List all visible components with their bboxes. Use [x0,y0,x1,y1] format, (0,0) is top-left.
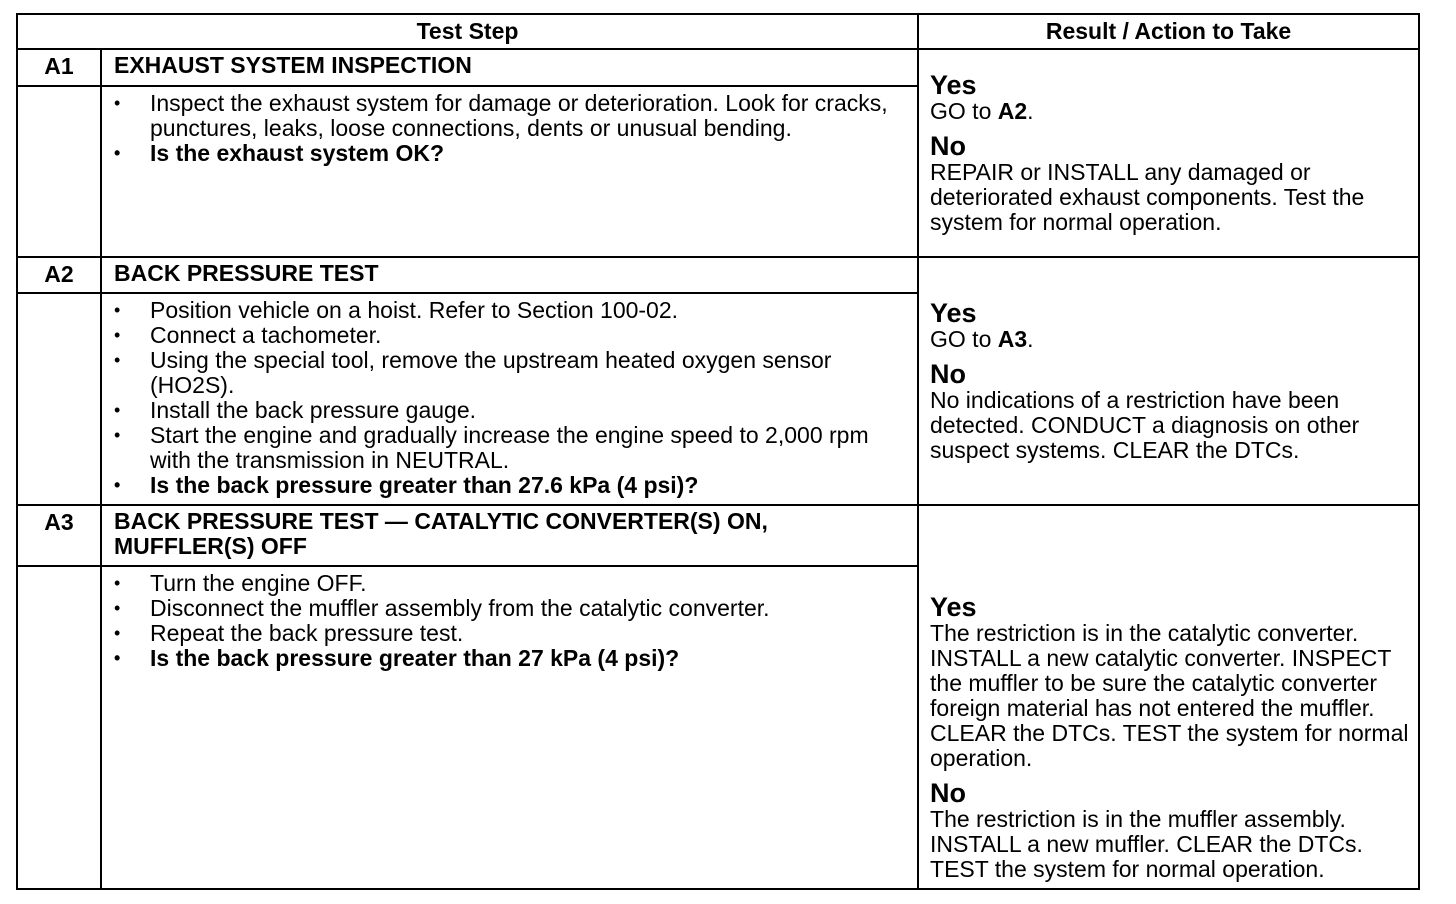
step-ref: A3 [997,326,1028,352]
yes-action: The restriction is in the catalytic converter. INSTALL a new catalytic converter. INSPECT the muffler to be sure the catalytic converter foreign material has not entered the muffler. CLEAR the DTCs. TEST the system for normal operation. [930,620,1409,771]
step-id: A1 [17,49,101,86]
table-header-row [17,14,1419,49]
step-id: A2 [17,257,101,293]
list-item: • Disconnect the muffler assembly from the catalytic converter. [114,596,905,621]
yes-action: GO to A2. [930,98,1034,124]
yes-label: Yes [930,298,977,328]
list-item: • Is the back pressure greater than 27 kPa (4 psi)? [114,646,905,671]
id-spacer [17,566,101,889]
step-a3-title-row [17,505,1419,566]
step-a1-result [918,49,1419,257]
no-label: No [930,778,967,808]
id-spacer [17,86,101,257]
header-result-action: Result / Action to Take [918,14,1419,49]
list-item: • Connect a tachometer. [114,323,905,348]
list-item: • Using the special tool, remove the upstream heated oxygen sensor (HO2S). [114,348,905,398]
list-item: • Is the back pressure greater than 27.6 kPa (4 psi)? [114,473,905,498]
list-item: • Inspect the exhaust system for damage or deterioration. Look for cracks, punctures, leaks, loose connections, dents or unusual bending. [114,91,905,141]
list-item: • Position vehicle on a hoist. Refer to Section 100-02. [114,298,905,323]
list-item: • Repeat the back pressure test. [114,621,905,646]
no-action: REPAIR or INSTALL any damaged or deteriorated exhaust components. Test the system for normal operation. [930,159,1365,235]
id-spacer [17,293,101,505]
yes-label: Yes [930,70,977,100]
step-ref: A2 [997,98,1028,124]
step-a3-instructions [101,566,918,889]
step-a2-instructions [101,293,918,505]
no-action: No indications of a restriction have been detected. CONDUCT a diagnosis on other suspect systems. CLEAR the DTCs. [930,387,1360,463]
step-a3-result [918,505,1419,889]
yes-action: GO to A3. [930,326,1034,352]
list-item: • Turn the engine OFF. [114,571,905,596]
step-a1-title-row [17,49,1419,86]
header-test-step: Test Step [17,14,918,49]
yes-label: Yes [930,592,977,622]
list-item: • Start the engine and gradually increase the engine speed to 2,000 rpm with the transmission in NEUTRAL. [114,423,905,473]
step-a1-instructions [101,86,918,257]
list-item: • Is the exhaust system OK? [114,141,905,166]
step-title: EXHAUST SYSTEM INSPECTION [101,49,918,86]
list-item: • Install the back pressure gauge. [114,398,905,423]
diagnostic-table [16,13,1420,890]
no-action: The restriction is in the muffler assembly. INSTALL a new muffler. CLEAR the DTCs. TEST the system for normal operation. [930,806,1363,882]
step-title: BACK PRESSURE TEST — CATALYTIC CONVERTER(S) ON, MUFFLER(S) OFF [101,505,918,566]
step-title: BACK PRESSURE TEST [101,257,918,293]
no-label: No [930,131,967,161]
step-a2-result [918,257,1419,505]
no-label: No [930,359,967,389]
step-id: A3 [17,505,101,566]
step-a2-title-row [17,257,1419,293]
